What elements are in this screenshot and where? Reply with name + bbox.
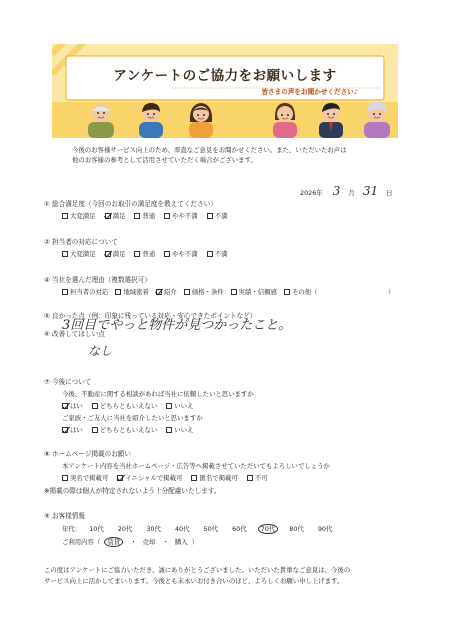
q1-overall-satisfaction-label: ① 総合満足度（今回のお取引の満足度を教えてください） <box>44 200 217 208</box>
young-man-icon <box>134 98 168 138</box>
survey-subtitle: 皆さまの声をお聞かせください♪ <box>261 88 358 96</box>
checkbox[interactable] <box>115 289 121 295</box>
q2-option-neutral[interactable]: 普通 <box>134 250 155 258</box>
usage-label: ご利用内容（ <box>62 538 101 546</box>
checkbox[interactable] <box>62 475 68 481</box>
elderly-man-icon <box>84 98 118 138</box>
q3-option-other[interactable]: その他（ <box>284 288 318 296</box>
usage-option-rental-circled[interactable]: 賃貸 <box>104 537 123 547</box>
q2-option-satisfied[interactable]: 満足 <box>105 250 126 258</box>
checkbox[interactable] <box>62 251 68 257</box>
q3-option-staff[interactable]: 担当者の対応 <box>62 288 108 296</box>
checkbox[interactable] <box>247 475 253 481</box>
q6-sub1-text: 今後、不動産に関する相談があれば当社に依頼したいと思いますか <box>62 390 254 398</box>
checkbox[interactable] <box>92 403 98 409</box>
intro-line-1: 今後のお客様サービス向上のため、率直なご意見をお聞かせください。また、いただいたお声は <box>72 146 347 154</box>
checkbox[interactable] <box>191 475 197 481</box>
checkbox[interactable] <box>164 251 170 257</box>
survey-header <box>52 44 398 138</box>
q5-answer[interactable]: なし <box>88 344 113 358</box>
q3-reason-label: ④ 当社を選んだ理由（複数選択可） <box>44 276 151 284</box>
month-value: 3 <box>332 184 341 198</box>
q1-option-very-satisfied[interactable]: 大変満足 <box>62 212 96 220</box>
q1-option-dissatisfied[interactable]: 不満 <box>207 212 228 220</box>
q1-option-neutral[interactable]: 普通 <box>134 212 155 220</box>
q6-sub1-undecided[interactable]: どちらともいえない <box>92 402 158 410</box>
checkbox-checked[interactable] <box>105 213 111 219</box>
q3-options <box>62 288 318 296</box>
age-option-90s[interactable]: 90代 <box>317 525 333 533</box>
day-label: 日 <box>386 189 393 197</box>
q1-options <box>62 212 236 220</box>
q2-option-dissatisfied[interactable]: 不満 <box>207 250 228 258</box>
age-option-80s[interactable]: 80代 <box>289 525 304 533</box>
checkbox-checked[interactable] <box>156 289 162 295</box>
q1-option-satisfied[interactable]: 満足 <box>105 212 126 220</box>
people-illustration <box>78 98 378 138</box>
q7-option-not-allowed[interactable]: 不可 <box>247 474 268 482</box>
month-label: 月 <box>348 189 355 197</box>
checkbox[interactable] <box>92 427 98 433</box>
checkbox[interactable] <box>62 213 68 219</box>
q2-option-very-satisfied[interactable]: 大変満足 <box>62 250 96 258</box>
date-field[interactable] <box>300 184 393 199</box>
q8-age-row <box>62 524 332 534</box>
q6-sub1-yes[interactable]: はい <box>62 402 83 410</box>
q3-option-referral[interactable]: 紹介 <box>156 288 177 296</box>
usage-option-sale[interactable]: 売却 <box>142 538 156 546</box>
checkbox-checked[interactable] <box>62 427 68 433</box>
age-option-70s-circled[interactable]: 70代 <box>258 524 279 534</box>
checkbox[interactable] <box>134 251 140 257</box>
usage-close: ） <box>191 538 199 546</box>
q7-sub-text: 本アンケート内容を当社ホームページ・広告等へ掲載させていただいてもよろしいでしょうか <box>62 462 330 470</box>
survey-title: アンケートのご協力をお願いします <box>113 68 337 84</box>
closing-message <box>44 565 414 587</box>
q3-option-price[interactable]: 価格・条件 <box>184 288 224 296</box>
q3-other-close: ） <box>388 288 395 296</box>
q6-future-label: ⑦ 今後について <box>44 378 92 386</box>
age-option-60s[interactable]: 60代 <box>232 525 247 533</box>
q7-options <box>62 474 277 482</box>
checkbox[interactable] <box>284 289 290 295</box>
q8-usage-row: ご利用内容（ 賃貸 ・ 売却 ・ 購入 ） <box>62 538 199 546</box>
q7-homepage-label: ⑧ ホームページ掲載のお願い <box>44 450 131 458</box>
businessman-icon <box>314 98 348 138</box>
q3-option-local[interactable]: 地域密着 <box>115 288 149 296</box>
checkbox[interactable] <box>231 289 237 295</box>
checkbox-checked[interactable] <box>117 475 123 481</box>
q7-note: ※掲載の際は個人が特定されないよう十分配慮いたします。 <box>44 487 221 495</box>
woman-icon <box>268 98 302 138</box>
age-option-40s[interactable]: 40代 <box>174 525 190 533</box>
q4-good-points-label: ⑤ 良かった点（例：印象に残っている対応・安心できたポイントなど） <box>44 312 257 320</box>
checkbox[interactable] <box>184 289 190 295</box>
q4-answer[interactable]: 3回目でやっと物件が見つかったこと。 <box>62 318 292 333</box>
age-option-20s[interactable]: 20代 <box>117 525 133 533</box>
checkbox[interactable] <box>166 427 172 433</box>
checkbox-checked[interactable] <box>105 251 111 257</box>
q5-improvement-label: ⑥ 改善してほしい点 <box>44 330 105 338</box>
intro-text <box>72 146 402 166</box>
age-option-10s[interactable]: 10代 <box>89 525 104 533</box>
q7-option-real-name[interactable]: 実名で掲載可 <box>62 474 108 482</box>
checkbox-checked[interactable] <box>62 403 68 409</box>
intro-line-2: 他のお客様の参考として活用させていただく場合がございます。 <box>72 155 257 164</box>
q7-option-initials[interactable]: イニシャルで掲載可 <box>117 474 182 482</box>
checkbox[interactable] <box>134 213 140 219</box>
day-value: 31 <box>362 184 379 198</box>
age-option-50s[interactable]: 50代 <box>203 525 219 533</box>
q3-option-trust[interactable]: 実績・信頼感 <box>231 288 277 296</box>
elderly-woman-icon <box>360 98 394 138</box>
q6-sub1-no[interactable]: いいえ <box>166 402 193 410</box>
q2-option-somewhat-dissatisfied[interactable]: やや不満 <box>164 250 198 258</box>
year-label: 2026年 <box>300 189 323 197</box>
q6-sub2-text: ご家族・ご友人に当社を紹介したいと思いますか <box>62 414 203 422</box>
q7-option-anonymous[interactable]: 匿名で掲載可 <box>191 474 237 482</box>
q6-sub1-options <box>62 402 202 410</box>
q1-option-somewhat-dissatisfied[interactable]: やや不満 <box>164 212 198 220</box>
checkbox[interactable] <box>164 213 170 219</box>
q6-sub2-options <box>62 426 202 434</box>
closing-line-1: この度はアンケートにご協力いただき、誠にありがとうございました。いただいた貴重なご意見は、今後の <box>44 566 351 574</box>
age-option-30s[interactable]: 30代 <box>146 525 161 533</box>
checkbox[interactable] <box>166 403 172 409</box>
q2-staff-response-label: ② 担当者の対応について <box>44 238 118 246</box>
usage-option-purchase[interactable]: 購入 <box>174 538 188 546</box>
closing-line-2: サービス向上に活かしてまいります。今後とも末永いお付き合いのほど、よろしくお願い申し上げます。 <box>44 577 344 586</box>
q6-sub2-yes[interactable]: はい <box>62 426 83 434</box>
q2-options <box>62 250 236 258</box>
q6-sub2-undecided[interactable]: どちらともいえない <box>92 426 158 434</box>
young-woman-icon <box>184 98 218 138</box>
q6-sub2-no[interactable]: いいえ <box>166 426 193 434</box>
checkbox[interactable] <box>207 213 213 219</box>
q8-customer-info-label: ⑨ お客様情報 <box>44 512 85 520</box>
age-label: 年代： <box>62 525 82 533</box>
checkbox[interactable] <box>62 289 68 295</box>
checkbox[interactable] <box>207 251 213 257</box>
